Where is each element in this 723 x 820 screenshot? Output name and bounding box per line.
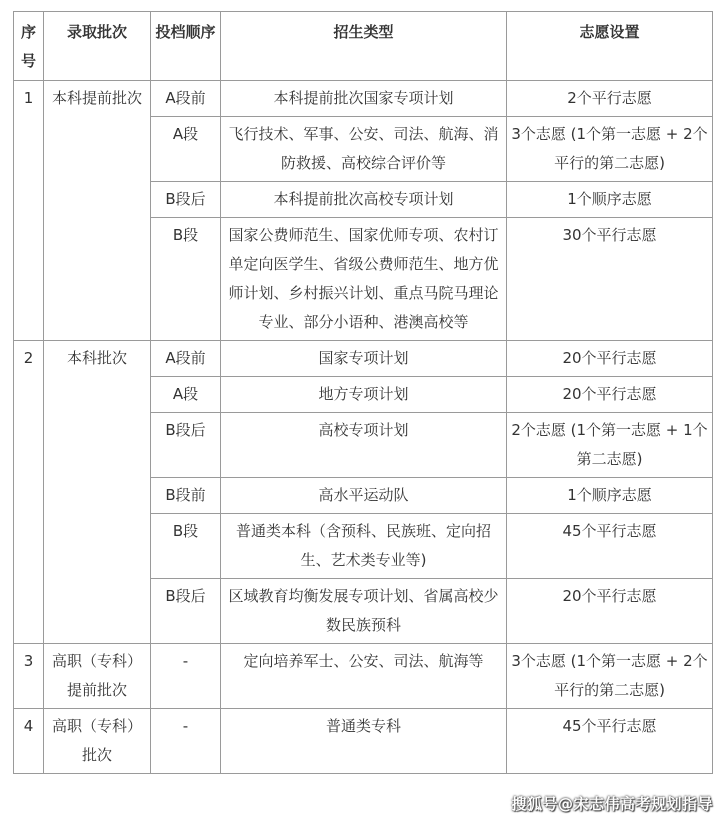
seq-cell: 2: [14, 341, 44, 644]
wish-cell: 20个平行志愿: [507, 377, 713, 413]
order-cell: -: [151, 709, 221, 774]
type-cell: 国家专项计划: [221, 341, 507, 377]
order-cell: B段前: [151, 478, 221, 514]
header-order: 投档顺序: [151, 12, 221, 81]
type-cell: 普通类本科（含预科、民族班、定向招生、艺术类专业等): [221, 514, 507, 579]
batch-cell: 高职（专科）批次: [44, 709, 151, 774]
type-cell: 高校专项计划: [221, 413, 507, 478]
wish-cell: 30个平行志愿: [507, 218, 713, 341]
type-cell: 区域教育均衡发展专项计划、省属高校少数民族预科: [221, 579, 507, 644]
seq-cell: 1: [14, 81, 44, 341]
table-row: [14, 81, 713, 117]
wish-cell: 2个志愿 (1个第一志愿 + 1个第二志愿): [507, 413, 713, 478]
wish-cell: 1个顺序志愿: [507, 478, 713, 514]
order-cell: A段: [151, 377, 221, 413]
type-cell: 本科提前批次国家专项计划: [221, 81, 507, 117]
wish-cell: 3个志愿 (1个第一志愿 + 2个平行的第二志愿): [507, 117, 713, 182]
order-cell: A段前: [151, 341, 221, 377]
wish-cell: 20个平行志愿: [507, 341, 713, 377]
batch-cell: 本科提前批次: [44, 81, 151, 341]
wish-cell: 2个平行志愿: [507, 81, 713, 117]
order-cell: B段: [151, 218, 221, 341]
wish-cell: 20个平行志愿: [507, 579, 713, 644]
wish-cell: 45个平行志愿: [507, 514, 713, 579]
order-cell: A段前: [151, 81, 221, 117]
type-cell: 定向培养军士、公安、司法、航海等: [221, 644, 507, 709]
admission-table: [13, 11, 713, 774]
order-cell: -: [151, 644, 221, 709]
seq-cell: 4: [14, 709, 44, 774]
table-row: [14, 341, 713, 377]
order-cell: A段: [151, 117, 221, 182]
batch-cell: 本科批次: [44, 341, 151, 644]
type-cell: 高水平运动队: [221, 478, 507, 514]
type-cell: 国家公费师范生、国家优师专项、农村订单定向医学生、省级公费师范生、地方优师计划、乡村振兴计划、重点马院马理论专业、部分小语种、港澳高校等: [221, 218, 507, 341]
order-cell: B段后: [151, 182, 221, 218]
wish-cell: 3个志愿 (1个第一志愿 + 2个平行的第二志愿): [507, 644, 713, 709]
header-seq: 序号: [14, 12, 44, 81]
watermark: 搜狐号@宋志伟高考规划指导: [511, 795, 713, 813]
batch-cell: 高职（专科）提前批次: [44, 644, 151, 709]
type-cell: 普通类专科: [221, 709, 507, 774]
type-cell: 地方专项计划: [221, 377, 507, 413]
header-batch: 录取批次: [44, 12, 151, 81]
header-row: [14, 12, 713, 81]
table-row: [14, 709, 713, 774]
order-cell: B段后: [151, 413, 221, 478]
seq-cell: 3: [14, 644, 44, 709]
table-row: [14, 644, 713, 709]
type-cell: 本科提前批次高校专项计划: [221, 182, 507, 218]
type-cell: 飞行技术、军事、公安、司法、航海、消防救援、高校综合评价等: [221, 117, 507, 182]
order-cell: B段后: [151, 579, 221, 644]
order-cell: B段: [151, 514, 221, 579]
wish-cell: 45个平行志愿: [507, 709, 713, 774]
header-type: 招生类型: [221, 12, 507, 81]
header-wish: 志愿设置: [507, 12, 713, 81]
table-body: [14, 81, 713, 774]
wish-cell: 1个顺序志愿: [507, 182, 713, 218]
